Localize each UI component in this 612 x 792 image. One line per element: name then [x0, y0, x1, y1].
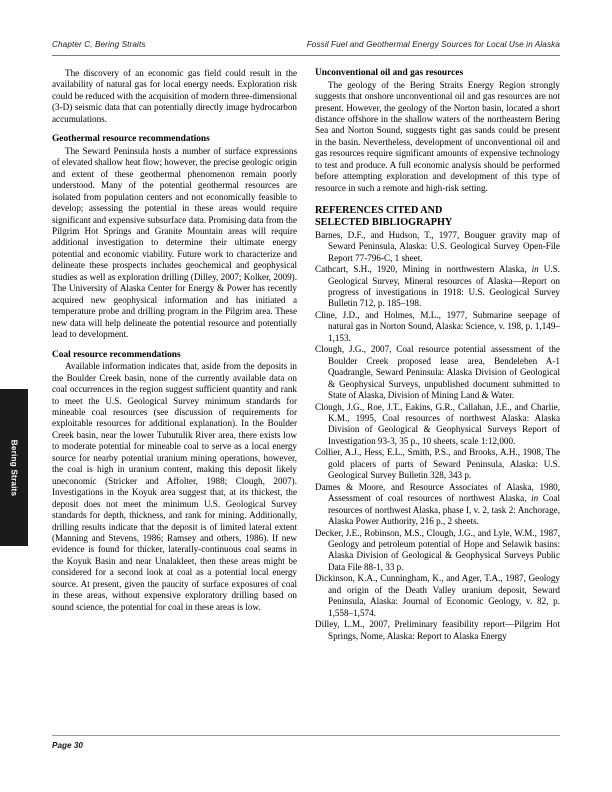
- bibliography-entry-text: Dickinson, K.A., Cunningham, K., and Ager, T.A., 1987, Geology and origin of the Death Valley uranium deposit, Seward Peninsula, Alaska: Journal of Economic Geology, v. 82, p. 1,558–1,574.: [315, 573, 560, 618]
- bibliography-entry-text: Dilley, L.M., 2007, Preliminary feasibility report—Pilgrim Hot Springs, Nome, Alaska: Report to Alaska Energy: [315, 619, 560, 641]
- bibliography-entry-text: Collier, A.J., Hess, E.L., Smith, P.S., and Brooks, A.H., 1908, The gold placers of parts of Seward Peninsula, Alaska: U.S. Geological Survey Bulletin 328, 343 p.: [315, 447, 560, 481]
- running-head-right: Fossil Fuel and Geothermal Energy Sources for Local Use in Alaska: [306, 40, 560, 49]
- paragraph-unconventional-resources: The geology of the Bering Straits Energy Region strongly suggests that onshore unconventional oil and gas resources are not present. However, the geology of the Norton basin, located a short distance offshore in the shallow waters of the northeastern Bering Sea and Norton Sound, suggests tight gas sands could be present in the basin. Nevertheless, development of unconventional oil and gas resources require significant amounts of expensive technology to test and produce. A full economic analysis should be performed before attempting exploration and development of this type of resource in such a remote and high-risk setting.: [315, 79, 560, 193]
- bibliography-entry: [315, 619, 560, 642]
- bibliography-entry-text-cont: Coal resources of northwest Alaska, phase I, v. 2, task 2: Anchorage, Alaska Power Authority, 216 p., 2 sheets.: [328, 493, 560, 527]
- chapter-thumb-tab-label: Bering Straits: [9, 439, 19, 496]
- bibliography-entry: [315, 344, 560, 401]
- bibliography-entry-text: Decker, J.E., Robinson, M.S., Clough, J.G., and Lyle, W.M., 1987, Geology and petroleum potential of Hope and Selawik basins: Alaska Division of Geological & Geophysical Surveys Public Data File 88-1, 33 p.: [315, 527, 560, 572]
- bibliography-entry: [315, 528, 560, 574]
- heading-references-line1: REFERENCES CITED AND: [315, 205, 443, 217]
- bibliography-entry: [315, 402, 560, 448]
- header-divider: [52, 55, 560, 56]
- bibliography-list: [315, 230, 560, 642]
- bibliography-entry-text: Cline, J.D., and Holmes, M.L., 1977, Submarine seepage of natural gas in Norton Sound, Alaska: Science, v. 198, p. 1,149–1,153.: [315, 309, 560, 343]
- page-footer: [52, 741, 560, 750]
- page-columns: [52, 68, 560, 723]
- bibliography-entry-italic: in: [531, 493, 539, 504]
- bibliography-entry-text-cont: U.S. Geological Survey, Mineral resources of Alaska—Report on progress of investigations in 1918: U.S. Geological Survey Bulletin 712, p. 185–198.: [328, 264, 561, 309]
- bibliography-entry-text: Dames & Moore, and Resource Associates of Alaska, 1980, Assessment of coal resources of northwest Alaska,: [315, 481, 560, 504]
- bibliography-entry-text: Clough, J.G., Roe, J.T., Eakins, G.R., Callahan, J.E., and Charlie, K.M., 1995, Coal resources of northwest Alaska: Alaska Division of Geological & Geophysical Surveys Report of Investigation 93-3, 35 p., 10 sheets, scale 1:12,000.: [315, 401, 560, 446]
- heading-coal-recommendations: Coal resource recommendations: [52, 349, 181, 360]
- page-number: Page 30: [52, 741, 83, 750]
- heading-geothermal-recommendations: Geothermal resource recommendations: [52, 134, 210, 145]
- bibliography-entry-text: Cathcart, S.H., 1920, Mining in northwestern Alaska,: [315, 264, 532, 275]
- bibliography-entry: [315, 447, 560, 481]
- heading-references-line2: SELECTED BIBLIOGRAPHY: [315, 217, 453, 229]
- right-column: [315, 68, 560, 723]
- heading-unconventional-resources: Unconventional oil and gas resources: [315, 68, 464, 78]
- running-head-left: Chapter C, Bering Straits: [52, 40, 146, 49]
- bibliography-entry-text: Clough, J.G., 2007, Coal resource potential assessment of the Boulder Creek proposed lease area, Bendeleben A-1 Quadrangle, Seward Peninsula: Alaska Division of Geological & Geophysical Surveys, unpublished document submitted to State of Alaska, Division of Mining Land & Water.: [315, 344, 560, 401]
- chapter-thumb-tab: [0, 389, 28, 546]
- footer-divider: [52, 735, 560, 736]
- left-column: [52, 68, 297, 723]
- bibliography-entry: [315, 230, 560, 264]
- bibliography-entry: [315, 573, 560, 619]
- running-head: [52, 40, 560, 49]
- bibliography-entry: [315, 310, 560, 344]
- paragraph-coal-recommendations: Available information indicates that, aside from the deposits in the Boulder Creek basin, none of the currently available data on coal occurrences in the region suggest sufficient quantity and rank to meet the U.S. Geological Survey minimum standards for mineable coal resources (see discussion of requirements for exploitable resources for additional explanation). In the Boulder Creek basin, near the lower Tubutulik River area, there exists low to moderate potential for mineable coal to serve as a local energy source for nearby potential uranium mining operations, however, the coal is high in uranium content, making this deposit likely uneconomic (Stricker and Affolter, 1988; Clough, 2007). Investigations in the Koyuk area suggest that, at its thickest, the deposit does not meet the minimum U.S. Geological Survey standards for depth, thickness, and rank for mining. Additionally, drilling results indicate that the deposit is of limited lateral extent (Manning and Stevens, 1986; Ramsey and others, 1986). If new evidence is found for thicker, laterally-continuous coal seams in the Koyuk Basin and near Unalakleet, then these areas might be considered for a second look at coal as a potential local energy source. At present, given the paucity of surface exposures of coal in these areas, without expensive exploratory drilling based on sound science, the potential for coal in these areas is low.: [52, 361, 297, 612]
- bibliography-entry: [315, 482, 560, 528]
- bibliography-entry-text: Barnes, D.F., and Hudson, T., 1977, Bouguer gravity map of Seward Peninsula, Alaska: U.S. Geological Survey Open-File Report 77-796-C, 1 sheet.: [315, 229, 560, 263]
- paragraph-geothermal-recommendations: The Seward Peninsula hosts a number of surface expressions of elevated shallow heat flow; however, the precise geologic origin and extent of these geothermal phenomenon remain poorly understood. Many of the potential geothermal resources are isolated from population centers and not economically feasible to develop; assessing the potential in these areas would require significant and expensive subsurface data. Promising data from the Pilgrim Hot Springs and Granite Mountain areas will require additional investigation to determine their ultimate energy potential and economic viability. Future work to characterize and delineate these prospects includes geochemical and geophysical studies as well as exploration drilling (Dilley, 2007; Kolker, 2009). The University of Alaska Center for Energy & Power has recently acquired new geophysical information and has initiated a temperature probe and drilling program in the Pilgrim area. These new data will help delineate the potential resource and potentially lead to development.: [52, 145, 297, 340]
- bibliography-entry-italic: in: [531, 264, 539, 275]
- bibliography-entry: [315, 264, 560, 310]
- paragraph-gas-field: The discovery of an economic gas field could result in the availability of natural gas for local energy needs. Exploration risk could be reduced with the acquisition of modern three-dimensional (3-D) seismic data that can potentially directly image hydrocarbon accumulations.: [52, 68, 297, 124]
